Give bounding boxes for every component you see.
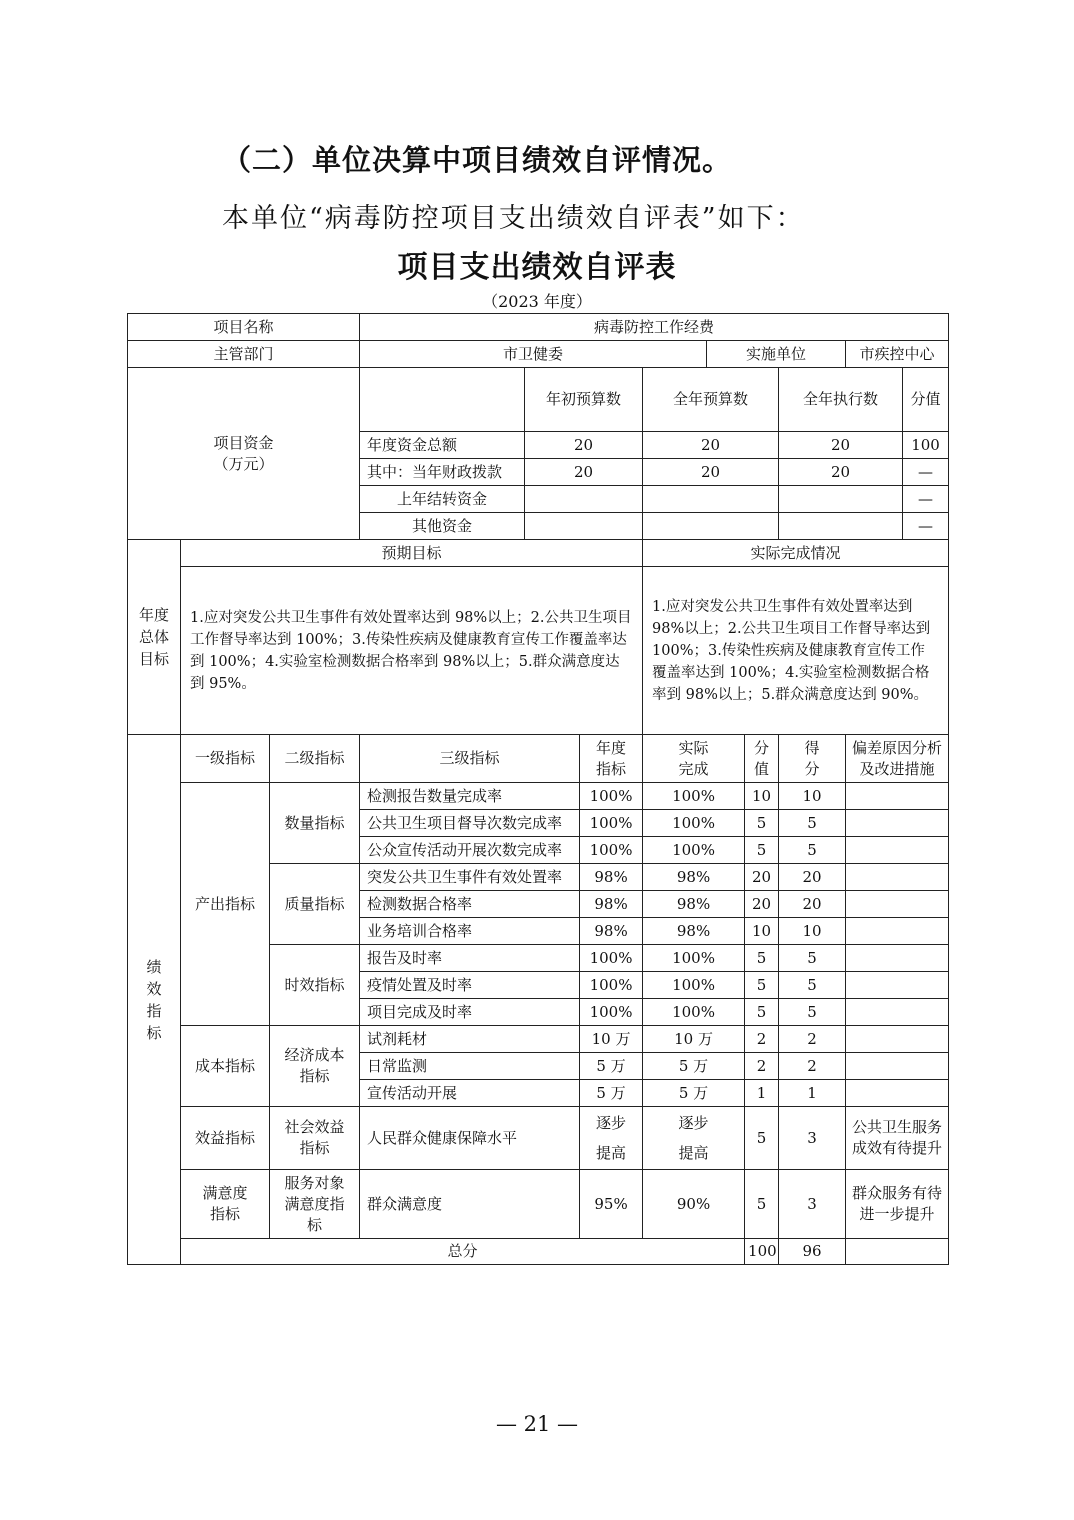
table-cell: 20 [779, 432, 903, 459]
table-cell: — [903, 513, 949, 540]
funds-row-label: 上年结转资金 [360, 486, 525, 513]
header-cell: 分值 [903, 368, 949, 432]
header-line: 分 [804, 759, 820, 778]
table-cell [846, 945, 949, 972]
label-cell: 项目名称 [128, 314, 360, 341]
table-cell: 1 [779, 1080, 846, 1107]
indicator-name: 日常监测 [360, 1053, 580, 1080]
expected-goal-text: 1.应对突发公共卫生事件有效处置率达到 98%以上；2.公共卫生项目工作督导率达到 100%；3.传染性疾病及健康教育宣传工作覆盖率达到 100%；4.实验室检测数据合格率到 98%以上；5.群众满意度达到 95%。 [181, 567, 643, 735]
label-line: 社会效益 [284, 1118, 345, 1136]
table-cell [643, 486, 779, 513]
table-cell: 98% [643, 864, 745, 891]
table-cell: 10 万 [643, 1026, 745, 1053]
label-line: 标 [307, 1215, 323, 1234]
funds-row-label: 其他资金 [360, 513, 525, 540]
header-cell [580, 735, 643, 783]
table-cell: 5 [745, 945, 779, 972]
table-cell: 2 [779, 1053, 846, 1080]
table-cell [846, 891, 949, 918]
page-number: — 21 — [495, 1412, 579, 1436]
table-cell: 20 [643, 432, 779, 459]
cost-indicator-label: 成本指标 [181, 1026, 270, 1107]
table-cell: 100% [580, 837, 643, 864]
goals-label-line: 年度 [138, 606, 169, 624]
goals-label [128, 540, 181, 735]
table-cell: — [903, 459, 949, 486]
table-cell [846, 810, 949, 837]
label-line: 服务对象 [284, 1173, 345, 1192]
table-cell: 95% [580, 1170, 643, 1239]
table-cell: 90% [643, 1170, 745, 1239]
indicator-label-char: 效 [146, 979, 162, 998]
benefit-indicator-label: 效益指标 [181, 1107, 270, 1170]
table-cell: 20 [779, 459, 903, 486]
table-cell [525, 486, 643, 513]
table-cell: 20 [779, 891, 846, 918]
table-cell [846, 837, 949, 864]
table-cell: 3 [779, 1170, 846, 1239]
indicator-name: 项目完成及时率 [360, 999, 580, 1026]
quality-indicator-label: 质量指标 [270, 864, 360, 945]
table-cell: 2 [779, 1026, 846, 1053]
label-line: 满意度指 [284, 1194, 345, 1213]
indicator-name: 业务培训合格率 [360, 918, 580, 945]
header-cell: 年初预算数 [525, 368, 643, 432]
table-cell: 1 [745, 1080, 779, 1107]
header-line: 得 [804, 738, 820, 757]
expected-goal-header: 预期目标 [181, 540, 643, 567]
funds-header-row [128, 368, 949, 432]
header-cell: 分值 [745, 735, 779, 783]
funds-row-label: 年度资金总额 [360, 432, 525, 459]
satisfaction-indicator-label [181, 1170, 270, 1239]
performance-evaluation-table [127, 313, 949, 1265]
table-cell: 10 [779, 783, 846, 810]
table-cell [846, 972, 949, 999]
header-line: 年度 [596, 738, 627, 757]
table-cell: 98% [580, 864, 643, 891]
social-benefit-label [270, 1107, 360, 1170]
table-cell [846, 918, 949, 945]
indicator-label-char: 标 [146, 1023, 162, 1042]
label-cell: 主管部门 [128, 341, 360, 368]
indicator-label-char: 指 [146, 1001, 162, 1020]
actual-completion-header: 实际完成情况 [643, 540, 949, 567]
indicator-name: 宣传活动开展 [360, 1080, 580, 1107]
table-cell: 100% [643, 810, 745, 837]
section-heading: （二）单位决算中项目绩效自评情况。 [222, 143, 733, 177]
header-cell [360, 368, 525, 432]
table-cell: 10 [779, 918, 846, 945]
table-cell [643, 1107, 745, 1170]
table-cell: 100 [903, 432, 949, 459]
cell-line: 提高 [596, 1144, 627, 1162]
table-row [128, 1170, 949, 1239]
table-cell: 100% [580, 999, 643, 1026]
table-cell: 5 万 [643, 1080, 745, 1107]
table-row [128, 1026, 949, 1053]
table-cell: 100% [643, 999, 745, 1026]
performance-indicators-label [128, 735, 181, 1265]
table-cell: 100% [580, 810, 643, 837]
deviation-analysis [846, 1170, 949, 1239]
cell-line: 逐步 [596, 1114, 627, 1132]
table-cell: 98% [580, 918, 643, 945]
output-indicator-label: 产出指标 [181, 783, 270, 1026]
table-cell: 5 万 [580, 1053, 643, 1080]
table-cell [846, 1026, 949, 1053]
indicator-name: 检测数据合格率 [360, 891, 580, 918]
total-row [128, 1239, 949, 1265]
goals-header-row [128, 540, 949, 567]
table-cell: 5 [779, 945, 846, 972]
table-cell [580, 1107, 643, 1170]
project-name-row [128, 314, 949, 341]
table-cell: 3 [779, 1107, 846, 1170]
header-line: 完成 [678, 759, 709, 778]
deviation-analysis [846, 1107, 949, 1170]
label-line: 指标 [299, 1067, 330, 1085]
table-cell: 5 [745, 837, 779, 864]
service-satisfaction-label [270, 1170, 360, 1239]
timeliness-indicator-label: 时效指标 [270, 945, 360, 1026]
table-cell [846, 864, 949, 891]
indicator-name: 公众宣传活动开展次数完成率 [360, 837, 580, 864]
table-cell: 20 [643, 459, 779, 486]
table-cell: 5 [745, 972, 779, 999]
label-cell: 实施单位 [707, 341, 846, 368]
table-cell: 5 [745, 810, 779, 837]
table-cell: 5 [745, 1107, 779, 1170]
cell-line: 群众服务有待 [852, 1184, 943, 1202]
header-line: 实际 [678, 738, 709, 757]
header-cell: 一级指标 [181, 735, 270, 783]
label-line: 满意度 [202, 1184, 248, 1202]
table-cell [846, 1053, 949, 1080]
table-cell: 100% [580, 972, 643, 999]
table-cell [846, 1080, 949, 1107]
table-cell: 100% [580, 783, 643, 810]
table-cell: 5 [745, 999, 779, 1026]
economic-cost-label [270, 1026, 360, 1107]
intro-paragraph: 本单位“病毒防控项目支出绩效自评表”如下： [222, 203, 805, 234]
indicator-header-row [128, 735, 949, 783]
table-cell: 98% [643, 891, 745, 918]
table-cell: 20 [745, 891, 779, 918]
funds-row-label: 其中：当年财政拨款 [360, 459, 525, 486]
header-cell: 二级指标 [270, 735, 360, 783]
cell-line: 公共卫生服务 [852, 1118, 943, 1136]
header-cell: 三级指标 [360, 735, 580, 783]
indicator-name: 疫情处置及时率 [360, 972, 580, 999]
header-cell [846, 735, 949, 783]
total-got: 96 [779, 1239, 846, 1265]
table-cell: — [903, 486, 949, 513]
project-name: 病毒防控工作经费 [360, 314, 949, 341]
funds-label-line: 项目资金 [213, 433, 274, 452]
table-cell: 5 [779, 837, 846, 864]
label-line: 经济成本 [284, 1046, 345, 1064]
table-cell: 5 万 [643, 1053, 745, 1080]
indicator-name: 人民群众健康保障水平 [360, 1107, 580, 1170]
header-line: 指标 [596, 759, 627, 778]
table-cell: 20 [525, 432, 643, 459]
table-cell: 5 [779, 810, 846, 837]
table-cell: 98% [643, 918, 745, 945]
cell-line: 成效有待提升 [852, 1139, 943, 1157]
funds-label-line: （万元） [213, 454, 274, 473]
indicator-label-char: 绩 [146, 957, 162, 976]
table-cell [779, 513, 903, 540]
table-cell: 2 [745, 1053, 779, 1080]
total-score: 100 [745, 1239, 779, 1265]
table-cell: 10 [745, 783, 779, 810]
table-cell: 100% [643, 837, 745, 864]
table-cell: 10 万 [580, 1026, 643, 1053]
table-cell: 100% [580, 945, 643, 972]
cell-line: 进一步提升 [859, 1205, 935, 1223]
department-row [128, 341, 949, 368]
table-cell: 100% [643, 972, 745, 999]
table-cell [846, 999, 949, 1026]
table-cell: 5 [745, 1170, 779, 1239]
table-cell [846, 783, 949, 810]
table-cell: 20 [745, 864, 779, 891]
table-cell: 5 [779, 999, 846, 1026]
header-cell: 全年执行数 [779, 368, 903, 432]
table-title: 项目支出绩效自评表 [397, 250, 677, 285]
cell-line: 逐步 [678, 1114, 709, 1132]
indicator-name: 报告及时率 [360, 945, 580, 972]
label-line: 指标 [299, 1139, 330, 1157]
header-cell [643, 735, 745, 783]
header-line: 及改进措施 [859, 759, 935, 778]
goals-label-line: 目标 [138, 650, 169, 668]
header-line: 偏差原因分析 [852, 738, 943, 757]
table-cell: 100% [643, 783, 745, 810]
quantity-indicator-label: 数量指标 [270, 783, 360, 864]
goals-content-row [128, 567, 949, 735]
table-cell: 5 [779, 972, 846, 999]
table-cell: 100% [643, 945, 745, 972]
header-cell: 全年预算数 [643, 368, 779, 432]
label-line: 指标 [209, 1205, 240, 1223]
indicator-name: 试剂耗材 [360, 1026, 580, 1053]
total-label: 总分 [181, 1239, 745, 1265]
table-cell: 98% [580, 891, 643, 918]
header-cell [779, 735, 846, 783]
indicator-name: 检测报告数量完成率 [360, 783, 580, 810]
implementing-unit: 市疾控中心 [846, 341, 949, 368]
actual-completion-text: 1.应对突发公共卫生事件有效处置率达到 98%以上；2.公共卫生项目工作督导率达到 100%；3.传染性疾病及健康教育宣传工作覆盖率达到 100%；4.实验室检测数据合格率到 98%以上；5.群众满意度达到 90%。 [643, 567, 949, 735]
table-cell: 2 [745, 1026, 779, 1053]
table-cell: 20 [525, 459, 643, 486]
year-label: （2023 年度） [482, 292, 592, 311]
table-cell [779, 486, 903, 513]
cell-line: 提高 [678, 1144, 709, 1162]
table-cell: 5 万 [580, 1080, 643, 1107]
table-cell: 10 [745, 918, 779, 945]
indicator-name: 群众满意度 [360, 1170, 580, 1239]
table-cell: 20 [779, 864, 846, 891]
table-row [128, 783, 949, 810]
table-cell [525, 513, 643, 540]
table-cell [846, 1239, 949, 1265]
indicator-name: 突发公共卫生事件有效处置率 [360, 864, 580, 891]
department-name: 市卫健委 [360, 341, 707, 368]
funds-label [128, 368, 360, 540]
indicator-name: 公共卫生项目督导次数完成率 [360, 810, 580, 837]
table-row [128, 1107, 949, 1170]
goals-label-line: 总体 [138, 628, 169, 646]
table-cell [643, 513, 779, 540]
